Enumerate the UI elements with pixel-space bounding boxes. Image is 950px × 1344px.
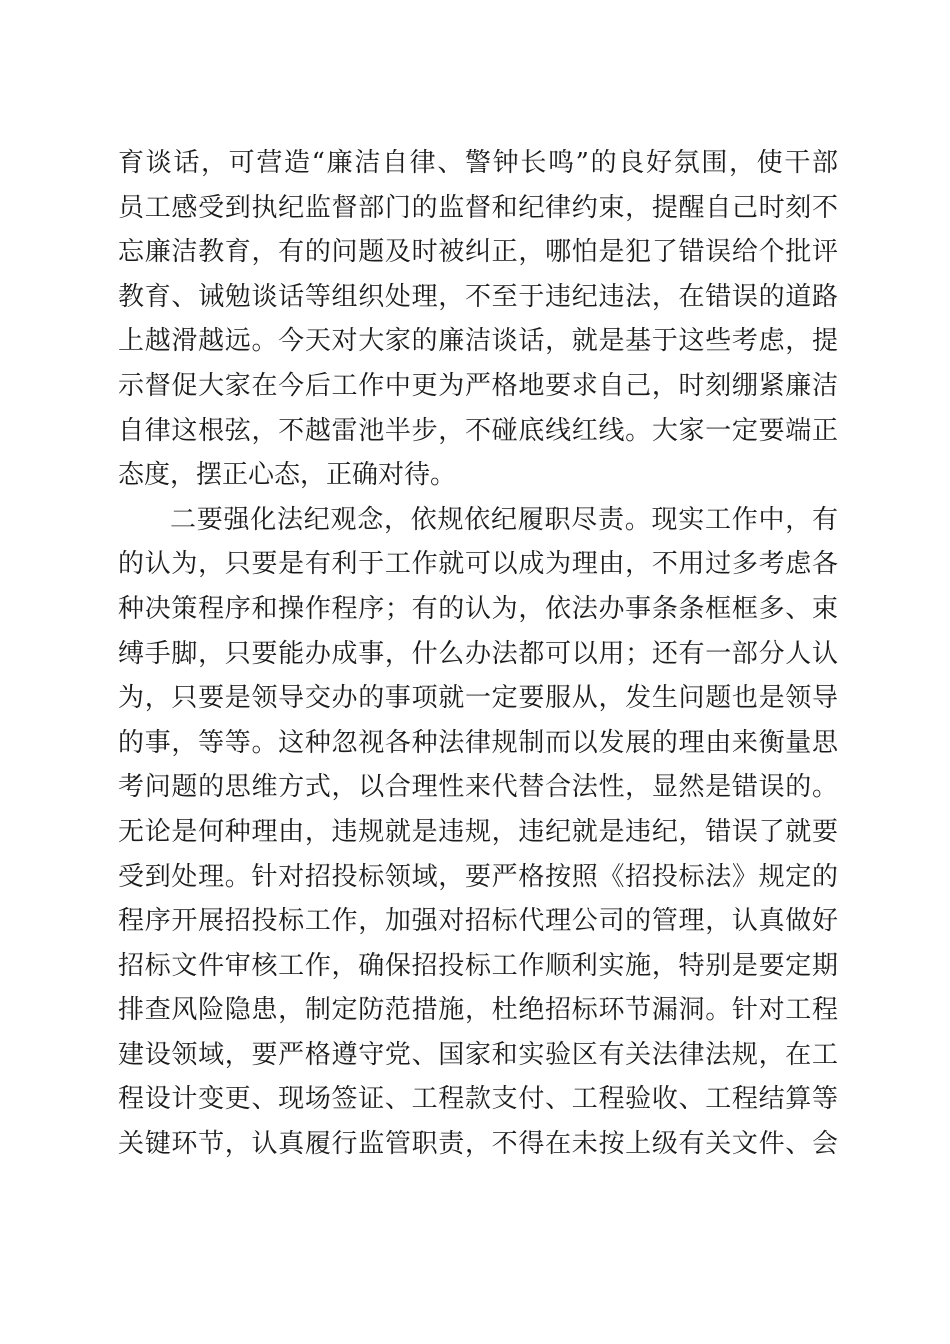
body-text (118, 141, 838, 1167)
text-line: 示督促大家在今后工作中更为严格地要求自己，时刻绷紧廉洁 (118, 370, 838, 401)
text-line: 受到处理。针对招投标领域，要严格按照《招投标法》规定的 (118, 861, 838, 892)
text-line: 上越滑越远。今天对大家的廉洁谈话，就是基于这些考虑，提 (118, 326, 838, 357)
text-line: 排查风险隐患，制定防范措施，杜绝招标环节漏洞。针对工程 (118, 995, 838, 1026)
text-line: 教育、诫勉谈话等组织处理，不至于违纪违法，在错误的道路 (118, 281, 838, 312)
text-line: 缚手脚，只要能办成事，什么办法都可以用；还有一部分人认 (118, 638, 838, 669)
text-line: 员工感受到执纪监督部门的监督和纪律约束，提醒自己时刻不 (118, 192, 838, 223)
text-line: 忘廉洁教育，有的问题及时被纠正，哪怕是犯了错误给个批评 (118, 237, 838, 268)
text-line: 种决策程序和操作程序；有的认为，依法办事条条框框多、束 (118, 593, 838, 624)
text-line: 的认为，只要是有利于工作就可以成为理由，不用过多考虑各 (118, 549, 838, 580)
text-line: 建设领域，要严格遵守党、国家和实验区有关法律法规，在工 (118, 1039, 838, 1070)
text-line: 考问题的思维方式，以合理性来代替合法性，显然是错误的。 (118, 772, 838, 803)
text-line: 态度，摆正心态，正确对待。 (118, 460, 457, 491)
text-line: 二要强化法纪观念，依规依纪履职尽责。现实工作中，有 (170, 504, 838, 535)
text-line: 关键环节，认真履行监管职责，不得在未按上级有关文件、会 (118, 1129, 838, 1160)
text-line: 为，只要是领导交办的事项就一定要服从，发生问题也是领导 (118, 683, 838, 714)
text-line: 育谈话，可营造“廉洁自律、警钟长鸣”的良好氛围，使干部 (118, 148, 838, 178)
text-line: 程序开展招投标工作，加强对招标代理公司的管理，认真做好 (118, 906, 838, 937)
text-line: 程设计变更、现场签证、工程款支付、工程验收、工程结算等 (118, 1084, 838, 1115)
text-line: 无论是何种理由，违规就是违规，违纪就是违纪，错误了就要 (118, 816, 838, 847)
text-line: 的事，等等。这种忽视各种法律规制而以发展的理由来衡量思 (118, 727, 838, 758)
text-line: 招标文件审核工作，确保招投标工作顺利实施，特别是要定期 (118, 950, 838, 981)
text-line: 自律这根弦，不越雷池半步，不碰底线红线。大家一定要端正 (118, 415, 838, 446)
